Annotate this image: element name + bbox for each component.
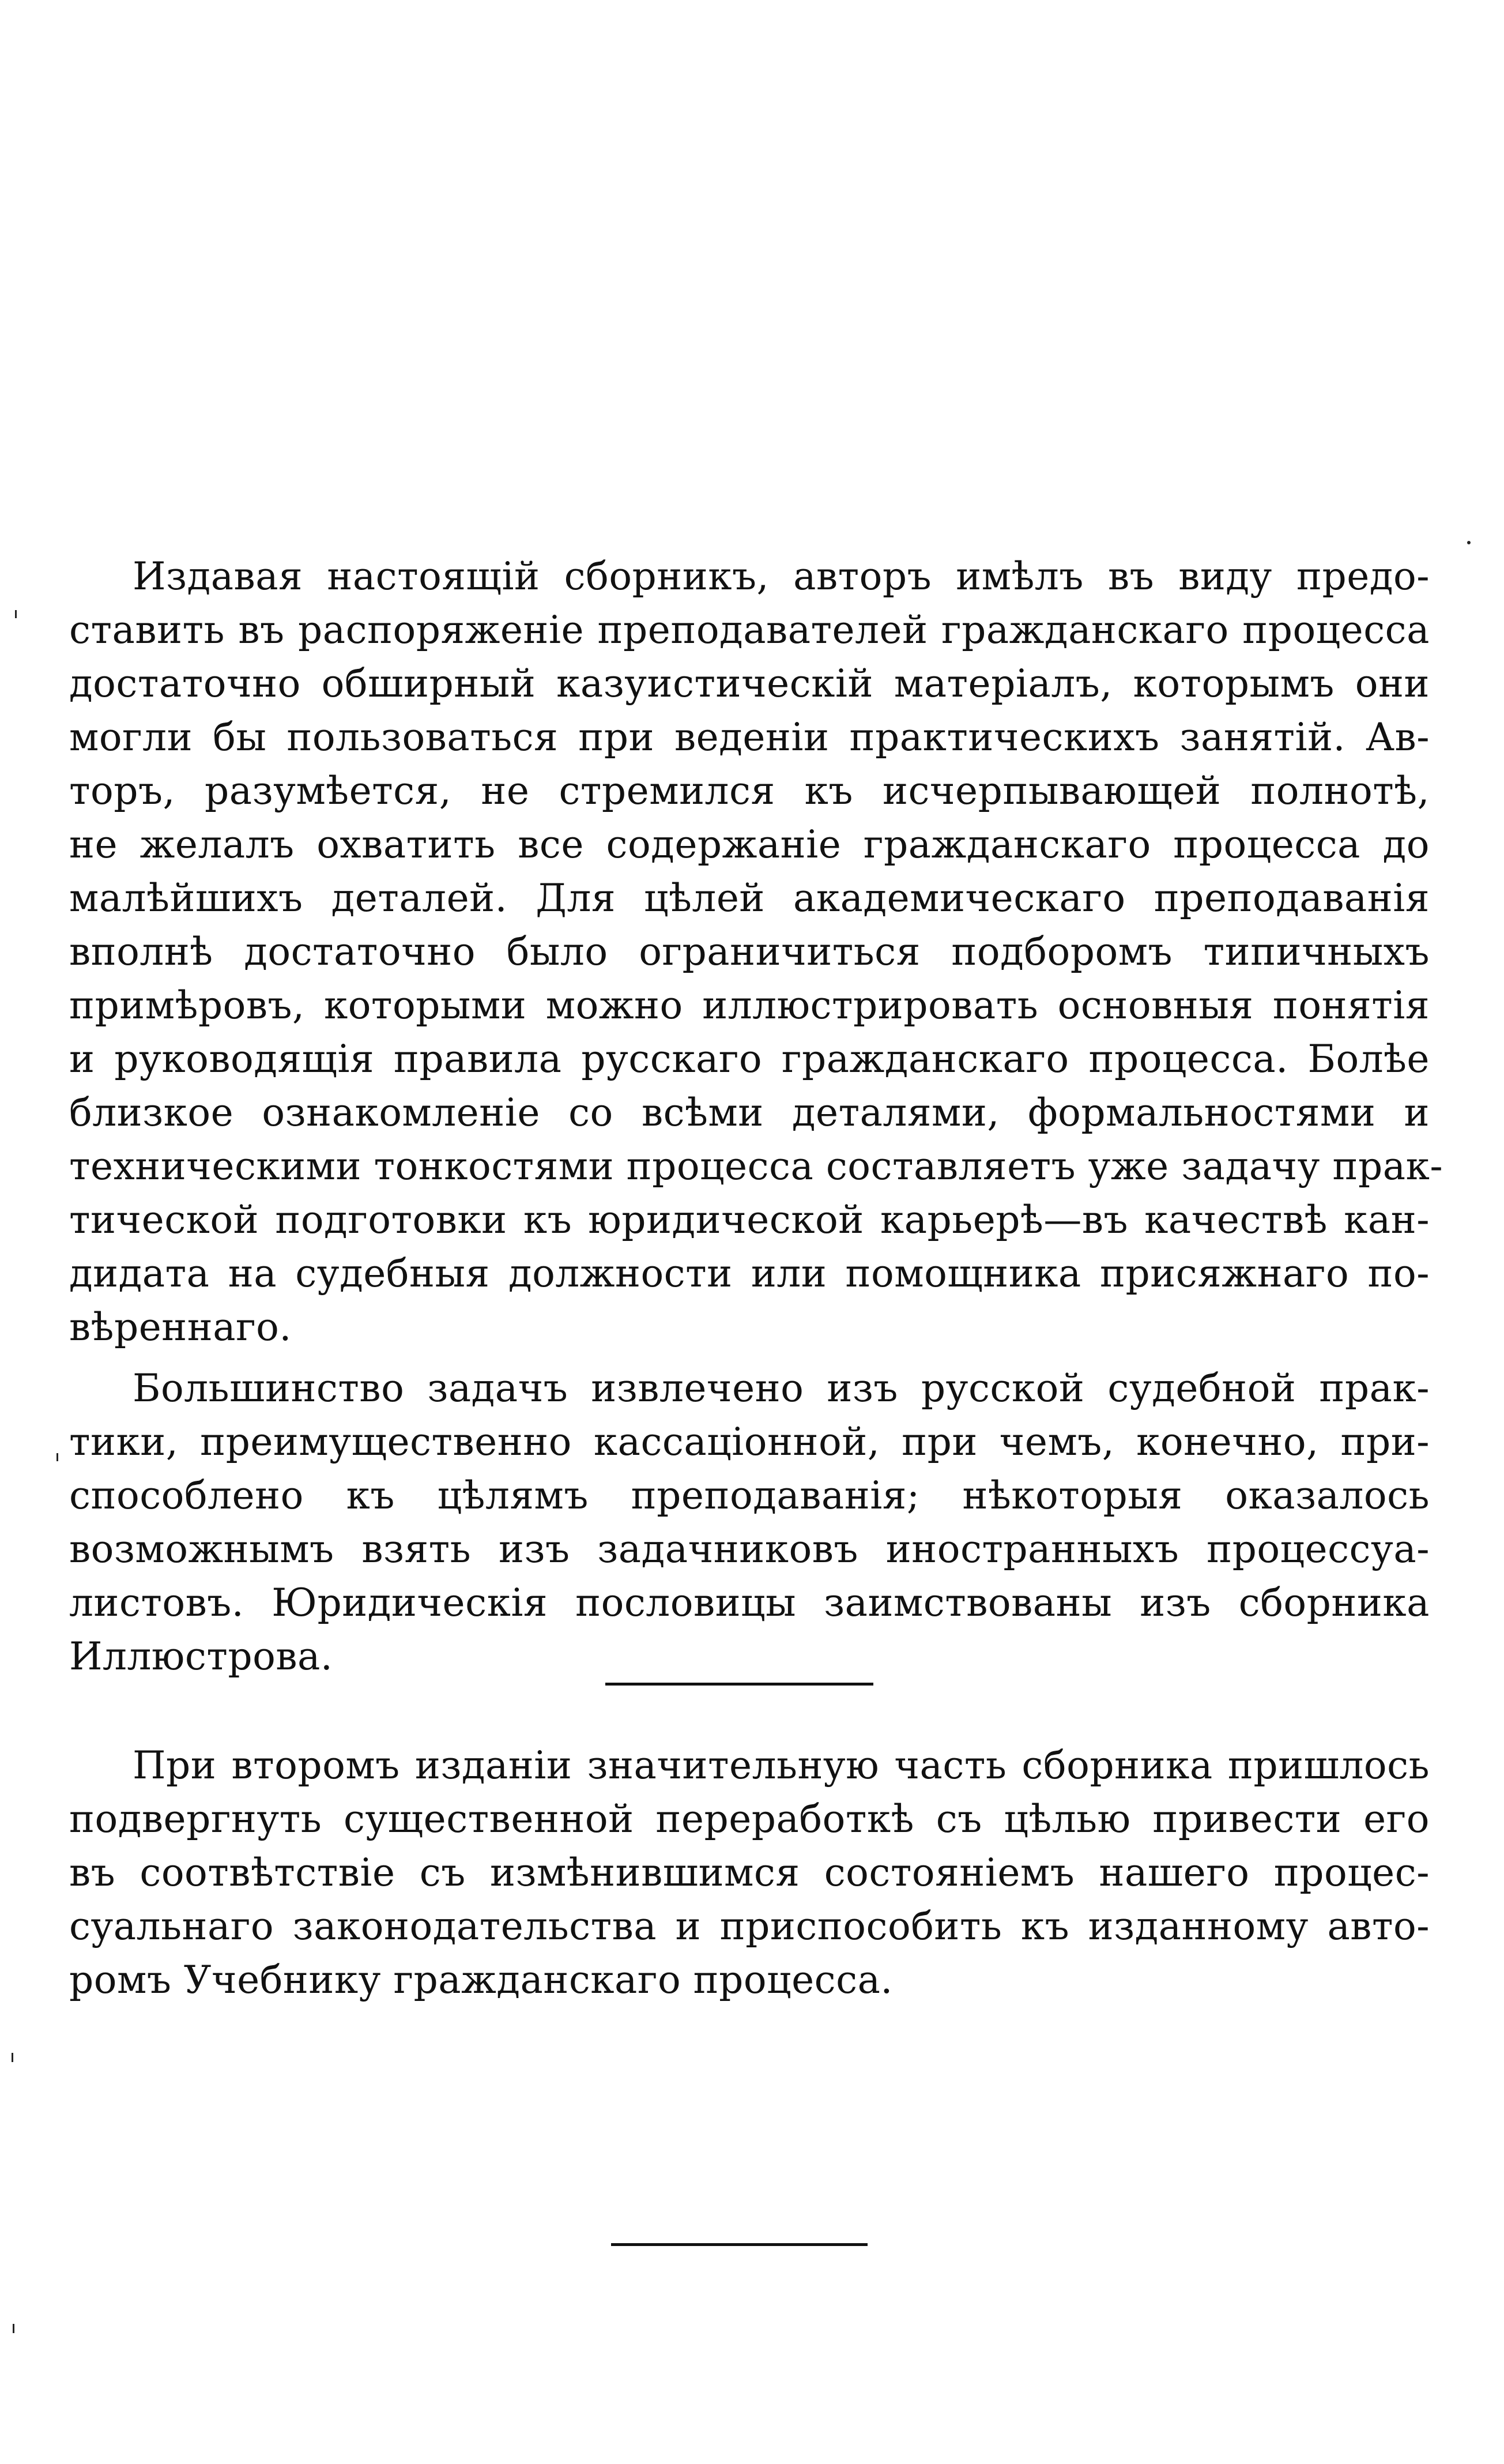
text-line: ромъ Учебнику гражданскаго процесса. <box>69 1958 893 2002</box>
text-line: торъ, разумѣется, не стремился къ исчерпывающей полнотѣ, <box>69 769 1430 813</box>
text-line: въ соотвѣтствіе съ измѣнившимся состояніемъ нашего процес- <box>69 1850 1430 1895</box>
text-line: суальнаго законодательства и приспособить къ изданному авто- <box>69 1904 1430 1948</box>
text-line: возможнымъ взять изъ задачниковъ иностранныхъ процессуа- <box>69 1527 1430 1571</box>
text-line: тической подготовки къ юридической карьерѣ—въ качествѣ кан- <box>69 1198 1430 1242</box>
text-line: тики, преимущественно кассаціонной, при чемъ, конечно, при- <box>69 1420 1430 1464</box>
scan-speck <box>56 1453 58 1461</box>
text-line: техническими тонкостями процесса составляетъ уже задачу прак- <box>69 1144 1443 1188</box>
text-line: Издавая настоящій сборникъ, авторъ имѣлъ въ виду предо- <box>133 554 1430 599</box>
text-line: вполнѣ достаточно было ограничиться подборомъ типичныхъ <box>69 930 1430 974</box>
scan-speck <box>15 610 17 618</box>
text-line: близкое ознакомленіе со всѣми деталями, формальностями и <box>69 1090 1430 1135</box>
separator-rule <box>605 1683 873 1686</box>
text-line: малѣйшихъ деталей. Для цѣлей академическаго преподаванія <box>69 876 1430 920</box>
text-line: достаточно обширный казуистическій матеріалъ, которымъ они <box>69 661 1430 706</box>
text-line: Большинство задачъ извлечено изъ русской судебной прак- <box>133 1366 1430 1410</box>
text-line: ставить въ распоряженіе преподавателей гражданскаго процесса <box>69 608 1430 652</box>
text-line: могли бы пользоваться при веденіи практическихъ занятій. Ав- <box>69 715 1430 759</box>
text-line: и руководящія правила русскаго гражданскаго процесса. Болѣе <box>69 1037 1430 1081</box>
text-line: дидата на судебныя должности или помощника присяжнаго по- <box>69 1251 1430 1296</box>
end-rule <box>611 2243 868 2246</box>
scan-speck <box>13 2324 14 2333</box>
text-line: Иллюстрова. <box>69 1634 333 1679</box>
text-line: примѣровъ, которыми можно иллюстрировать основныя понятія <box>69 983 1430 1028</box>
text-line: При второмъ изданіи значительную часть сборника пришлось <box>133 1743 1430 1788</box>
text-line: подвергнуть существенной переработкѣ съ цѣлью привести его <box>69 1797 1430 1841</box>
text-line: способлено къ цѣлямъ преподаванія; нѣкоторыя оказалось <box>69 1473 1430 1518</box>
text-line: вѣреннаго. <box>69 1305 292 1349</box>
scan-speck <box>1467 541 1471 544</box>
scan-speck <box>12 2053 13 2062</box>
text-line: не желалъ охватить все содержаніе гражданскаго процесса до <box>69 822 1430 867</box>
text-line: листовъ. Юридическія пословицы заимствованы изъ сборника <box>69 1581 1430 1625</box>
